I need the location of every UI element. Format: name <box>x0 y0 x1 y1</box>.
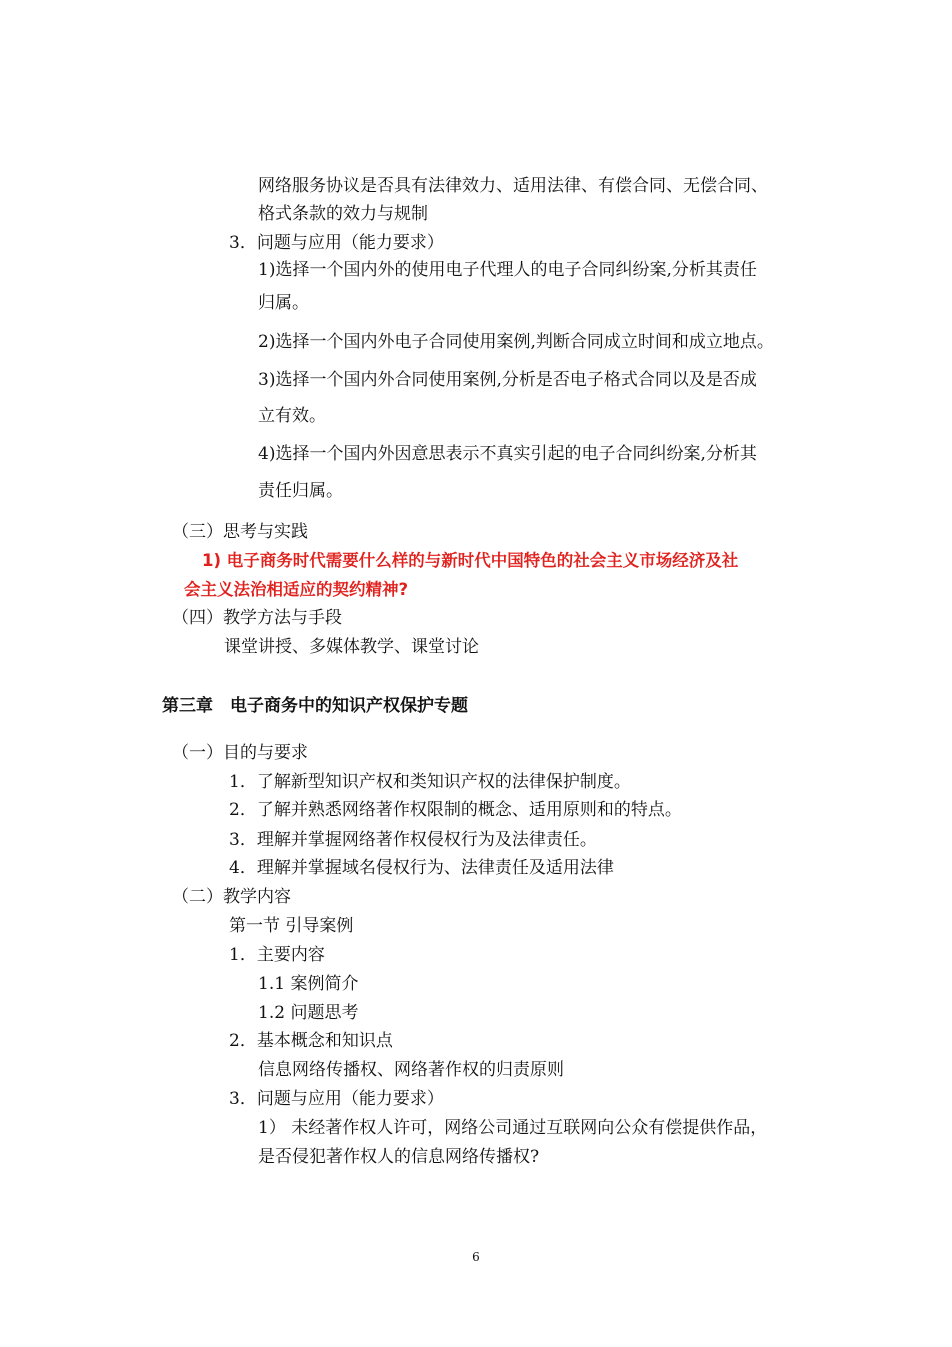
list-item: 1.1 案例简介 <box>258 974 359 994</box>
text-line: 网络服务协议是否具有法律效力、适用法律、有偿合同、无偿合同、 <box>258 176 768 196</box>
text-line: 4)选择一个国内外因意思表示不真实引起的电子合同纠纷案,分析其 <box>258 444 757 464</box>
text-line: 3)选择一个国内外合同使用案例,分析是否电子格式合同以及是否成 <box>258 370 757 390</box>
text-line: 责任归属。 <box>258 481 343 501</box>
subheading: 1．主要内容 <box>229 945 325 965</box>
text-line: 立有效。 <box>258 406 326 426</box>
subheading: 2．基本概念和知识点 <box>229 1031 393 1051</box>
highlight-question: 1) 电子商务时代需要什么样的与新时代中国特色的社会主义市场经济及社 <box>202 551 739 570</box>
subheading: 3．问题与应用（能力要求） <box>229 1089 444 1109</box>
list-item: 4．理解并掌握域名侵权行为、法律责任及适用法律 <box>229 858 614 878</box>
text-line: 归属。 <box>258 293 309 313</box>
page-number: 6 <box>472 1250 480 1264</box>
list-item: 1．了解新型知识产权和类知识产权的法律保护制度。 <box>229 772 631 792</box>
text-line: 课堂讲授、多媒体教学、课堂讨论 <box>224 637 479 657</box>
text-line: 1)选择一个国内外的使用电子代理人的电子合同纠纷案,分析其责任 <box>258 260 757 280</box>
section-heading: （三）思考与实践 <box>172 522 308 542</box>
list-item: 3．理解并掌握网络著作权侵权行为及法律责任。 <box>229 830 597 850</box>
section-heading: （二）教学内容 <box>172 887 291 907</box>
section-heading: （一）目的与要求 <box>172 743 308 763</box>
text-line: 格式条款的效力与规制 <box>258 204 428 224</box>
list-item: 1.2 问题思考 <box>258 1003 359 1023</box>
text-line: 1） 未经著作权人许可，网络公司通过互联网向公众有偿提供作品， <box>258 1118 768 1138</box>
text-line: 是否侵犯著作权人的信息网络传播权? <box>258 1147 540 1167</box>
highlight-question: 会主义法治相适应的契约精神? <box>184 580 409 599</box>
list-item: 2．了解并熟悉网络著作权限制的概念、适用原则和的特点。 <box>229 800 682 820</box>
section-heading: （四）教学方法与手段 <box>172 608 342 628</box>
text-line: 2)选择一个国内外电子合同使用案例,判断合同成立时间和成立地点。 <box>258 332 774 352</box>
subheading: 第一节 引导案例 <box>229 916 354 936</box>
text-line: 信息网络传播权、网络著作权的归责原则 <box>258 1060 564 1080</box>
chapter-title: 第三章 电子商务中的知识产权保护专题 <box>162 696 468 716</box>
subheading: 3．问题与应用（能力要求） <box>229 233 444 253</box>
